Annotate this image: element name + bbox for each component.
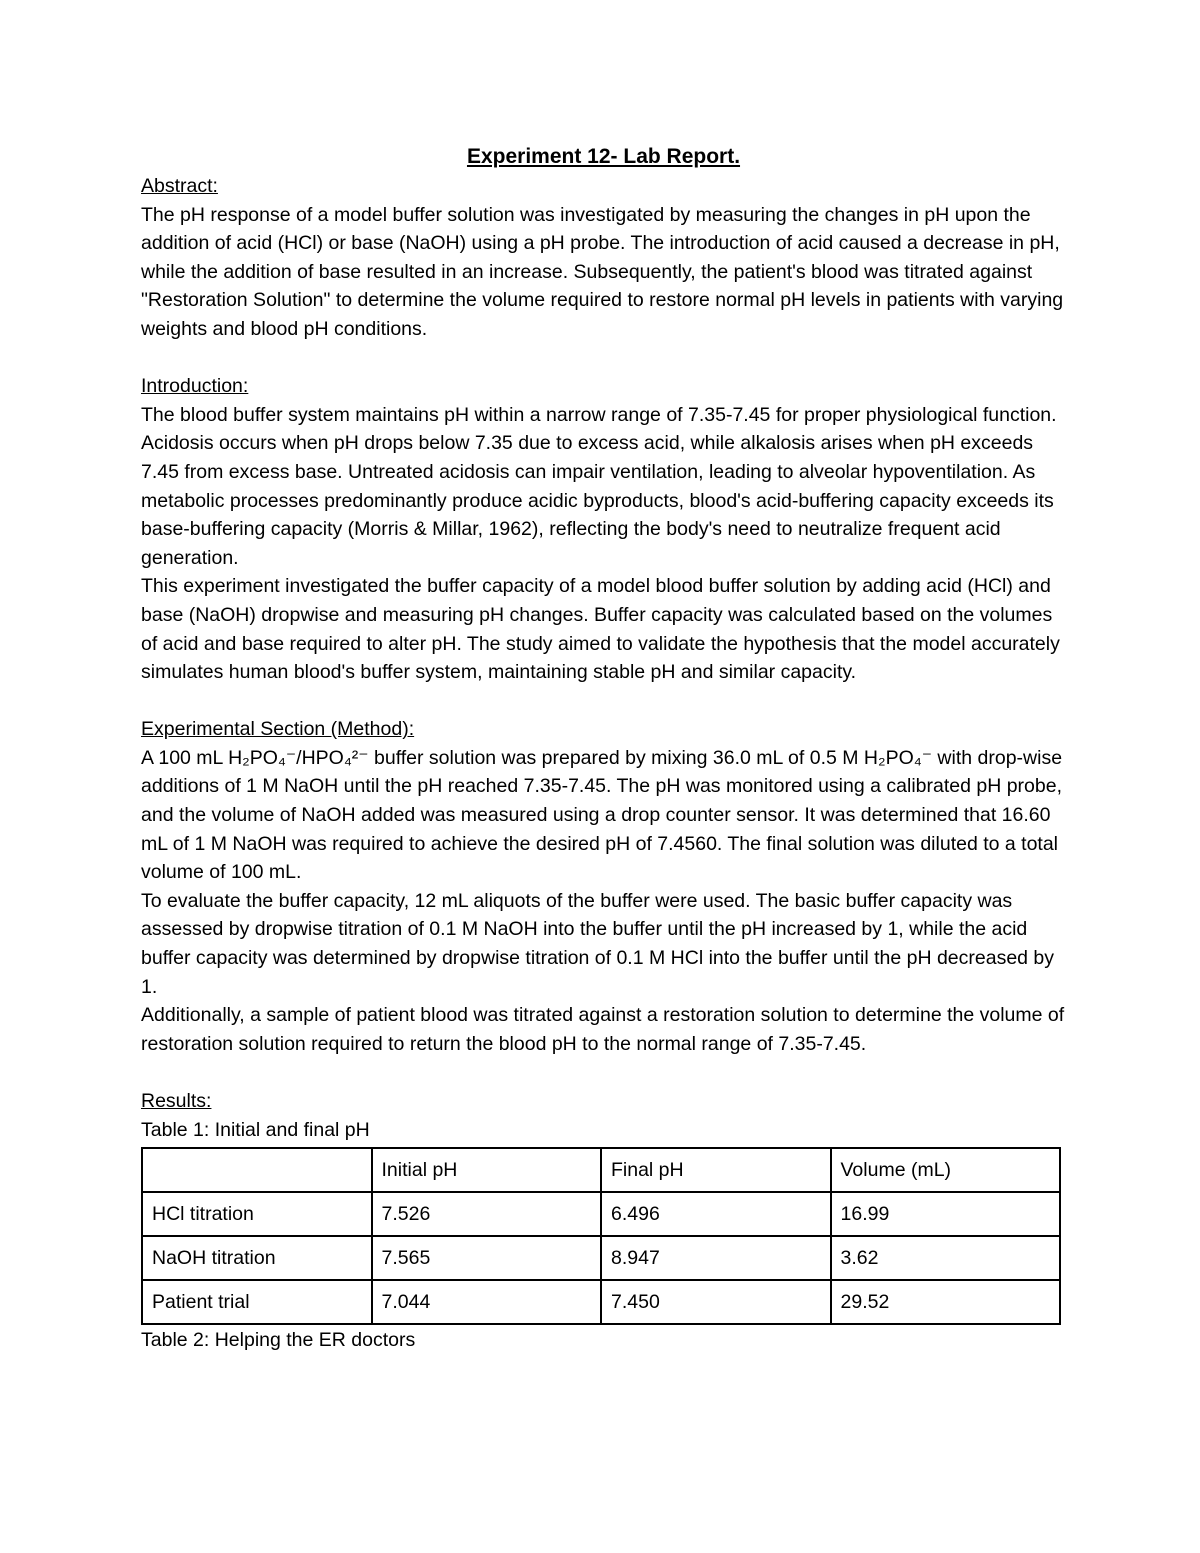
table-cell: 7.044 xyxy=(372,1280,602,1324)
method-paragraph-2: To evaluate the buffer capacity, 12 mL aliquots of the buffer were used. The basic buffer capacity was assessed by dropwise titration of 0.1 M NaOH into the buffer until the pH increased by 1, while the acid buffer capacity was determined by dropwise titration of 0.1 M HCl into the buffer until the pH decreased by 1. xyxy=(141,889,1055,998)
method-paragraph-3: Additionally, a sample of patient blood was titrated against a restoration solution to determine the volume of restoration solution required to return the blood pH to the normal range of 7.35-7.45. xyxy=(141,1004,1065,1055)
table-cell: 6.496 xyxy=(601,1192,831,1236)
document-title: Experiment 12- Lab Report. xyxy=(466,145,741,168)
spacer xyxy=(141,687,1066,716)
table-cell: HCl titration xyxy=(142,1192,372,1236)
table-cell: 7.526 xyxy=(372,1192,602,1236)
table1-caption: Table 1: Initial and final pH xyxy=(141,1118,370,1141)
table-cell: 16.99 xyxy=(831,1192,1061,1236)
table-row xyxy=(142,1280,1060,1324)
table-cell: NaOH titration xyxy=(142,1236,372,1280)
spacer xyxy=(141,1058,1066,1087)
table-row xyxy=(142,1236,1060,1280)
table-cell: 3.62 xyxy=(831,1236,1061,1280)
abstract-heading: Abstract: xyxy=(141,175,218,197)
introduction-heading: Introduction: xyxy=(141,375,249,398)
table-cell: 29.52 xyxy=(831,1280,1061,1324)
abstract-text: The pH response of a model buffer solution was investigated by measuring the changes in pH upon the addition of acid (HCl) or base (NaOH) using a pH probe. The introduction of acid caused a decrease in pH, while the addition of base resulted in an increase. Subsequently, the patient's blood was titrated against "Restoration Solution" to determine the volume required to restore normal pH levels in patients with varying weights and blood pH conditions. xyxy=(141,203,1064,340)
table-cell: 7.565 xyxy=(372,1236,602,1280)
table-cell: 8.947 xyxy=(601,1236,831,1280)
table-cell: 7.450 xyxy=(601,1280,831,1324)
table-header-cell: Final pH xyxy=(601,1148,831,1192)
table-header-cell: Initial pH xyxy=(372,1148,602,1192)
table-row xyxy=(142,1192,1060,1236)
introduction-paragraph-2: This experiment investigated the buffer capacity of a model blood buffer solution by adding acid (HCl) and base (NaOH) dropwise and measuring pH changes. Buffer capacity was calculated based on the volumes of acid and base required to alter pH. The study aimed to validate the hypothesis that the model accurately simulates human blood's buffer system, maintaining stable pH and similar capacity. xyxy=(141,575,1060,684)
table-header-cell xyxy=(142,1148,372,1192)
table2-caption: Table 2: Helping the ER doctors xyxy=(141,1329,416,1352)
introduction-paragraph-1: The blood buffer system maintains pH within a narrow range of 7.35-7.45 for proper physiological function. Acidosis occurs when pH drops below 7.35 due to excess acid, while alkalosis arises when pH exceeds 7.45 from excess base. Untreated acidosis can impair ventilation, leading to alveolar hypoventilation. As metabolic processes predominantly produce acidic byproducts, blood's acid-buffering capacity exceeds its base-buffering capacity (Morris & Millar, 1962), reflecting the body's need to neutralize frequent acid generation. xyxy=(141,403,1057,569)
spacer xyxy=(141,344,1066,373)
table-cell: Patient trial xyxy=(142,1280,372,1324)
method-heading: Experimental Section (Method): xyxy=(141,718,415,741)
results-table xyxy=(141,1147,1061,1325)
method-paragraph-1: A 100 mL H₂PO₄⁻/HPO₄²⁻ buffer solution was prepared by mixing 36.0 mL of 0.5 M H₂PO₄⁻ with drop-wise additions of 1 M NaOH until the pH reached 7.35-7.45. The pH was monitored using a calibrated pH probe, and the volume of NaOH added was measured using a drop counter sensor. It was determined that 16.60 mL of 1 M NaOH was required to achieve the desired pH of 7.4560. The final solution was diluted to a total volume of 100 mL. xyxy=(141,746,1063,884)
results-heading: Results: xyxy=(141,1090,212,1112)
document-page xyxy=(141,142,1066,1355)
table-header-row xyxy=(142,1148,1060,1192)
table-header-cell: Volume (mL) xyxy=(831,1148,1061,1192)
